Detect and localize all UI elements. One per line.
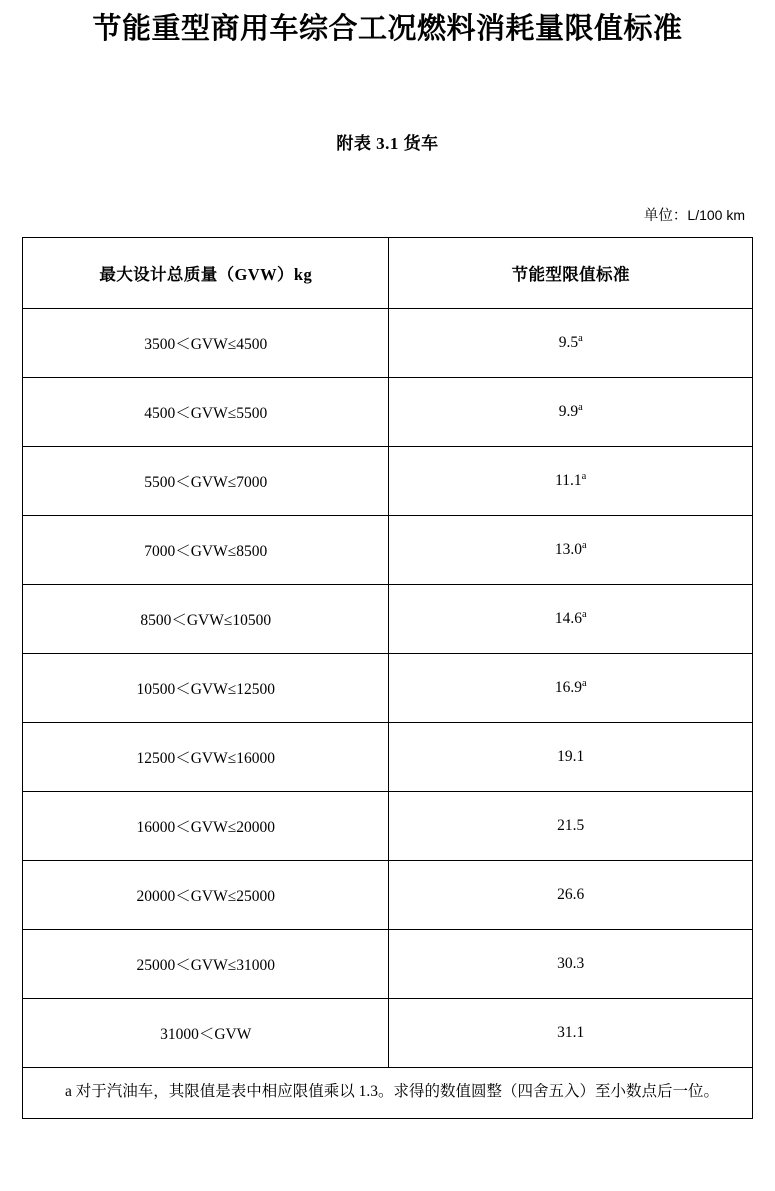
- table-footnote-row: [23, 1067, 753, 1119]
- footnote-marker: a: [578, 332, 583, 344]
- table-header-row: [23, 237, 753, 308]
- cell-limit-value: [389, 929, 753, 998]
- limit-number: 19.1: [557, 747, 585, 765]
- table-row: [23, 929, 753, 998]
- cell-gvw-range: 4500＜GVW≤5500: [23, 377, 389, 446]
- limit-number: 9.5: [558, 333, 579, 351]
- limit-number: 14.6: [554, 609, 582, 627]
- limit-number: 16.9: [554, 678, 582, 696]
- limit-number: 30.3: [557, 954, 585, 972]
- limit-number: 21.5: [557, 816, 585, 834]
- page-title: 节能重型商用车综合工况燃料消耗量限值标准: [92, 13, 683, 45]
- document-page: [0, 12, 775, 1191]
- table-row: [23, 377, 753, 446]
- table-row: [23, 308, 753, 377]
- cell-gvw-range: 7000＜GVW≤8500: [23, 515, 389, 584]
- table-row: [23, 515, 753, 584]
- footnote-text: a 对于汽油车，其限值是表中相应限值乘以 1.3。求得的数值圆整（四舍五入）至小数点后一位。: [65, 1082, 720, 1100]
- table-row: [23, 584, 753, 653]
- table-body: [23, 308, 753, 1119]
- table-head: [23, 237, 753, 308]
- table-row: [23, 446, 753, 515]
- table-row: [23, 791, 753, 860]
- limit-number: 11.1: [555, 471, 582, 489]
- cell-gvw-range: 10500＜GVW≤12500: [23, 653, 389, 722]
- cell-limit-value: [389, 377, 753, 446]
- table-footnote: [23, 1067, 753, 1119]
- footnote-marker: a: [581, 539, 587, 551]
- cell-limit-value: [389, 998, 753, 1067]
- unit-value: L/100 km: [687, 206, 745, 223]
- cell-gvw-range: 16000＜GVW≤20000: [23, 791, 389, 860]
- cell-gvw-range: 5500＜GVW≤7000: [23, 446, 389, 515]
- column-header-gvw: 最大设计总质量（GVW）kg: [23, 237, 389, 308]
- cell-limit-value: [389, 515, 753, 584]
- cell-limit-value: [389, 308, 753, 377]
- cell-limit-value: [389, 584, 753, 653]
- cell-limit-value: [389, 860, 753, 929]
- cell-gvw-range: 3500＜GVW≤4500: [23, 308, 389, 377]
- cell-gvw-range: 8500＜GVW≤10500: [23, 584, 389, 653]
- limit-number: 9.9: [558, 402, 579, 420]
- unit-line: [22, 204, 753, 225]
- cell-gvw-range: 31000＜GVW: [23, 998, 389, 1067]
- fuel-limit-table: [22, 237, 753, 1120]
- table-caption: 附表 3.1 货车: [336, 133, 439, 153]
- cell-limit-value: [389, 653, 753, 722]
- footnote-marker: a: [581, 608, 587, 620]
- table-row: [23, 860, 753, 929]
- cell-gvw-range: 25000＜GVW≤31000: [23, 929, 389, 998]
- cell-limit-value: [389, 722, 753, 791]
- column-header-limit: 节能型限值标准: [389, 237, 753, 308]
- unit-prefix: 单位：: [643, 207, 688, 224]
- footnote-marker: a: [578, 401, 583, 413]
- cell-limit-value: [389, 791, 753, 860]
- footnote-marker: a: [581, 677, 587, 689]
- limit-number: 26.6: [557, 885, 585, 903]
- table-row: [23, 653, 753, 722]
- table-row: [23, 722, 753, 791]
- table-row: [23, 998, 753, 1067]
- cell-gvw-range: 20000＜GVW≤25000: [23, 860, 389, 929]
- cell-limit-value: [389, 446, 753, 515]
- limit-number: 13.0: [554, 540, 582, 558]
- cell-gvw-range: 12500＜GVW≤16000: [23, 722, 389, 791]
- limit-number: 31.1: [557, 1023, 585, 1041]
- footnote-marker: a: [581, 470, 587, 482]
